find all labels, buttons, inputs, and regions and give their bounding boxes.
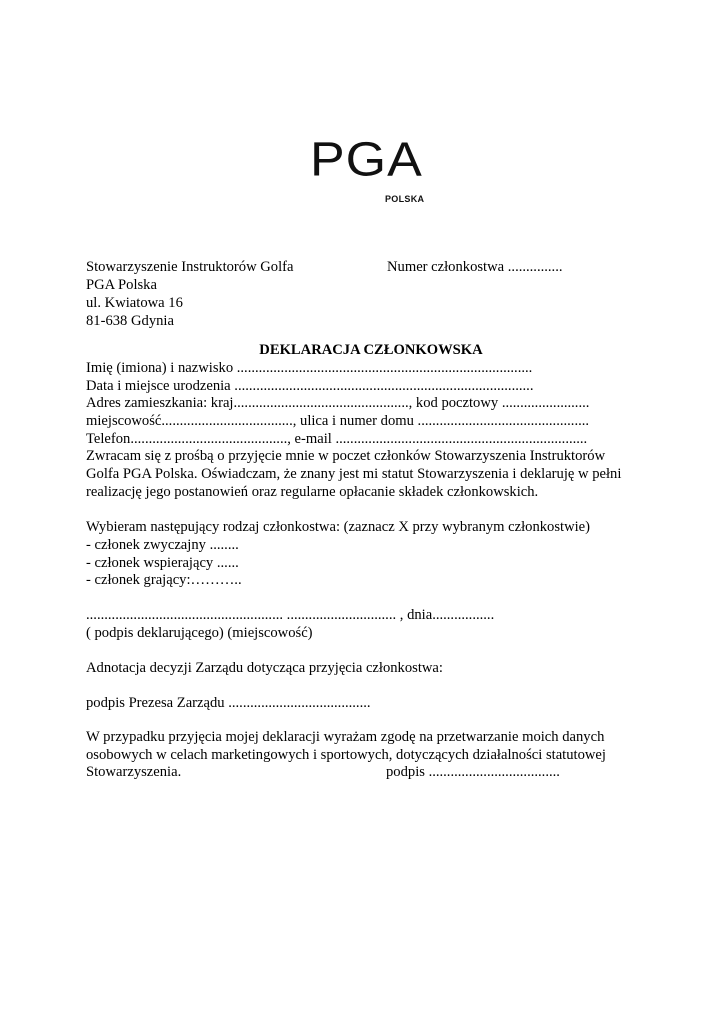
board-annotation: Adnotacja decyzji Zarządu dotycząca przyjęcia członkostwa:: [86, 660, 443, 676]
field-address-country: Adres zamieszkania: kraj................................................, kod pocztowy ........................: [86, 395, 590, 411]
document-title: DEKLARACJA CZŁONKOWSKA: [259, 342, 483, 358]
field-contact: Telefon..........................................., e-mail .....................................................................: [86, 431, 588, 447]
consent-text-line: osobowych w celach marketingowych i sportowych, dotyczących działalności statutowej: [86, 747, 606, 763]
membership-option-supporting: - członek wspierający ......: [86, 555, 239, 571]
field-address-city: miejscowość...................................., ulica i numer domu ...............................................: [86, 413, 590, 429]
signature-caption: ( podpis deklarującego) (miejscowość): [86, 625, 313, 641]
consent-text-line: W przypadku przyjęcia mojej deklaracji wyrażam zgodę na przetwarzanie moich danych: [86, 729, 605, 745]
request-text-line: Zwracam się z prośbą o przyjęcie mnie w poczet członków Stowarzyszenia Instruktorów: [86, 448, 606, 464]
address-line-city: 81-638 Gdynia: [86, 313, 174, 329]
consent-signature: podpis ....................................: [386, 764, 560, 780]
signature-dots: ...................................................... .............................. , dnia.................: [86, 607, 495, 623]
membership-option-regular: - członek zwyczajny ........: [86, 537, 239, 553]
logo-wordmark: PGA: [310, 133, 423, 187]
field-birth: Data i miejsce urodzenia ..................................................................................: [86, 378, 534, 394]
request-text-line: Golfa PGA Polska. Oświadczam, że znany jest mi statut Stowarzyszenia i deklaruję w pełni: [86, 466, 622, 482]
membership-number-field: Numer członkostwa ...............: [387, 259, 563, 275]
request-text-line: realizację jego postanowień oraz regularne opłacanie składek członkowskich.: [86, 484, 539, 500]
address-line-street: ul. Kwiatowa 16: [86, 295, 183, 311]
address-line-organization: Stowarzyszenie Instruktorów Golfa: [86, 259, 294, 275]
address-line-name: PGA Polska: [86, 277, 157, 293]
consent-text-line: Stowarzyszenia.: [86, 764, 182, 780]
membership-option-playing: - członek grający:………..: [86, 572, 242, 588]
logo-subtitle: POLSKA: [385, 194, 425, 204]
president-signature: podpis Prezesa Zarządu .......................................: [86, 695, 371, 711]
membership-type-intro: Wybieram następujący rodzaj członkostwa: (zaznacz X przy wybranym członkostwie): [86, 519, 591, 535]
field-name: Imię (imiona) i nazwisko .................................................................................: [86, 360, 533, 376]
